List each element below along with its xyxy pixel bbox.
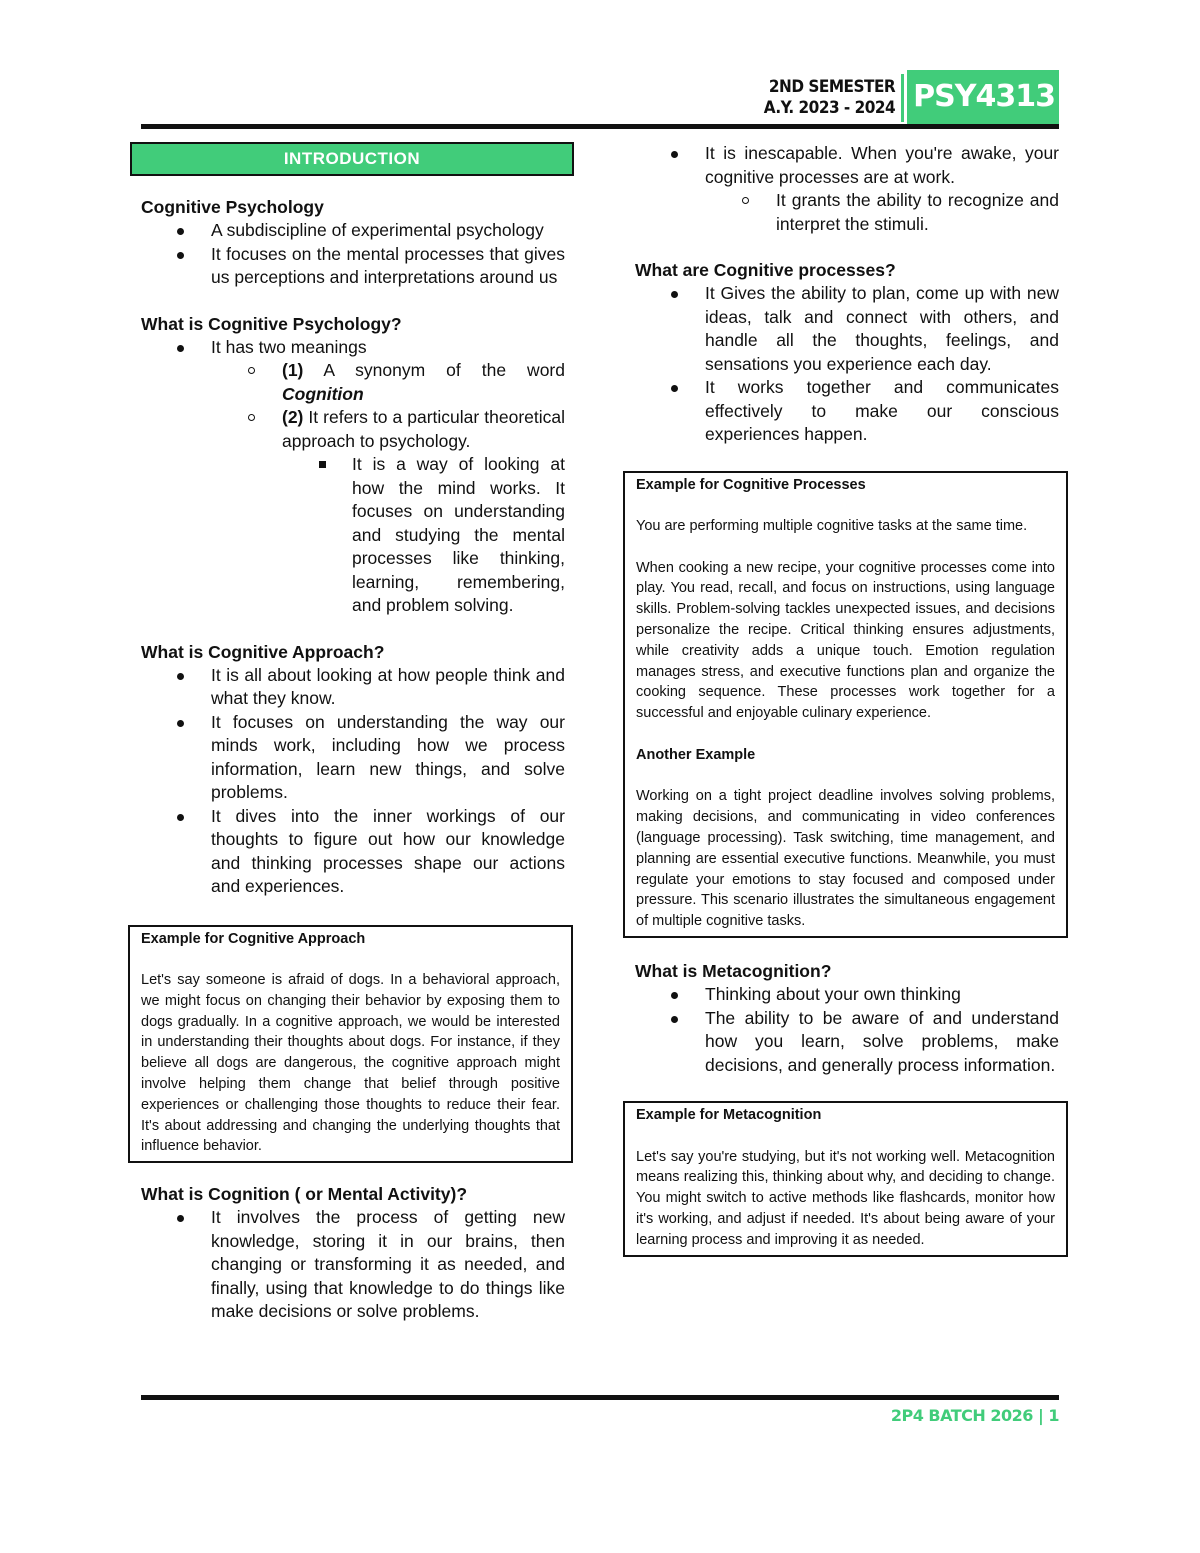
box-text: When cooking a new recipe, your cognitive processes come into play. You read, recall, and focus on instructions, using language skills. Problem-solving tackles unexpected issues, and decisions personalize the recipe. Critical thinking ensures adjustments, while creativity adds a unique touch. Emotion regulation manages stress, and executive functions plan and organize the cooking sequence. These processes work together for a successful and enjoyable culinary experience. — [636, 559, 1055, 722]
example-box-metacognition — [623, 1101, 1068, 1257]
list-item: Thinking about your own thinking — [635, 983, 1059, 1007]
right-column — [635, 142, 1059, 1257]
bullet-list — [635, 142, 1059, 189]
introduction-banner: INTRODUCTION — [130, 142, 574, 176]
sub-bullet-list — [141, 359, 565, 453]
section-title: What is Cognitive Approach? — [141, 641, 385, 662]
page-header — [764, 70, 1059, 126]
box-text: Let's say someone is afraid of dogs. In a behavioral approach, we might focus on changing their behavior by exposing them to dogs gradually. In a cognitive approach, we would be interested in understanding their thoughts about dogs. For instance, if they believe all dogs are dangerous, the cognitive approach might involve helping them change that belief through positive experiences or challenging those thoughts to reduce their fear. It's about addressing and changing the underlying thoughts that influence behavior. — [141, 972, 560, 1155]
bullet-list — [141, 336, 565, 360]
left-column — [141, 142, 565, 1324]
list-item: It dives into the inner workings of our thoughts to figure out how our knowledge and thinking processes shape our actions and experiences. — [141, 805, 565, 899]
list-item — [141, 359, 565, 406]
list-item: It Gives the ability to plan, come up with new ideas, talk and connect with others, and handle all the thoughts, feelings, and sensations you experience each day. — [635, 282, 1059, 376]
bottom-rule — [141, 1395, 1059, 1400]
section-title: What is Cognition ( or Mental Activity)? — [141, 1184, 468, 1205]
section-title: What is Cognitive Psychology? — [141, 313, 402, 334]
box-subtitle: Another Example — [636, 746, 756, 763]
semester-block — [764, 70, 901, 126]
header-divider — [901, 74, 904, 122]
box-text: You are performing multiple cognitive tasks at the same time. — [636, 518, 1028, 535]
list-item: It is a way of looking at how the mind works. It focuses on understanding and studying the mental processes like thinking, learning, remembering, and problem solving. — [141, 453, 565, 618]
sub-bullet-list — [635, 189, 1059, 236]
section-title: What is Metacognition? — [635, 961, 832, 982]
list-item: It works together and communicates effectively to make our conscious experiences happen. — [635, 376, 1059, 447]
section-title: What are Cognitive processes? — [635, 260, 896, 280]
list-item: It has two meanings — [141, 336, 565, 360]
list-item: It is all about looking at how people think and what they know. — [141, 664, 565, 711]
bullet-list — [141, 664, 565, 899]
bullet-list — [141, 1206, 565, 1324]
top-rule — [141, 124, 1059, 129]
list-item: It focuses on understanding the way our minds work, including how we process information, learn new things, and solve problems. — [141, 711, 565, 805]
box-text: Working on a tight project deadline involves solving problems, making decisions, and communicating in video conferences (language processing). Task switching, time management, and planning are essential executive functions. Meanwhile, you must regulate your emotions to stay focused and composed under pressure. This scenario illustrates the simultaneous engagement of multiple cognitive tasks. — [636, 788, 1055, 930]
section-title: Cognitive Psychology — [141, 197, 324, 217]
example-box-cognitive-approach — [128, 925, 573, 1164]
bullet-list — [635, 983, 1059, 1077]
meaning-text: A synonym of the word — [303, 360, 565, 380]
meaning-text: It refers to a particular theoretical approach to psychology. — [282, 407, 565, 451]
list-item: The ability to be aware of and understand how you learn, solve problems, make decisions, and generally process information. — [635, 1007, 1059, 1078]
academic-year: A.Y. 2023 - 2024 — [763, 98, 896, 118]
list-item: It grants the ability to recognize and interpret the stimuli. — [635, 189, 1059, 236]
box-title: Example for Metacognition — [636, 1107, 822, 1124]
list-item: It is inescapable. When you're awake, your cognitive processes are at work. — [635, 142, 1059, 189]
meaning-word: Cognition — [282, 383, 364, 404]
box-title: Example for Cognitive Processes — [636, 476, 866, 493]
bullet-list — [141, 219, 565, 290]
page-footer: 2P4 BATCH 2026 | 1 — [890, 1406, 1059, 1425]
example-box-cognitive-processes — [623, 471, 1068, 939]
meaning-number: (2) — [282, 407, 304, 427]
list-item — [141, 406, 565, 453]
box-text: Let's say you're studying, but it's not working well. Metacognition means realizing this, thinking about why, and deciding to change. You might switch to active methods like flashcards, monitor how it's working, and adjust if needed. It's about being aware of your learning process and improving it as needed. — [636, 1148, 1055, 1248]
box-title: Example for Cognitive Approach — [141, 930, 366, 947]
bullet-list — [635, 282, 1059, 447]
sub-sub-bullet-list — [141, 453, 565, 618]
list-item: It focuses on the mental processes that gives us perceptions and interpretations around us — [141, 243, 565, 290]
course-code-badge: PSY4313 — [907, 70, 1059, 126]
meaning-number: (1) — [282, 360, 304, 380]
list-item: It involves the process of getting new knowledge, storing it in our brains, then changing or transforming it as needed, and finally, using that knowledge to do things like make decisions or solve problems. — [141, 1206, 565, 1324]
semester-label: 2ND SEMESTER — [768, 77, 896, 97]
list-item: A subdiscipline of experimental psychology — [141, 219, 565, 243]
